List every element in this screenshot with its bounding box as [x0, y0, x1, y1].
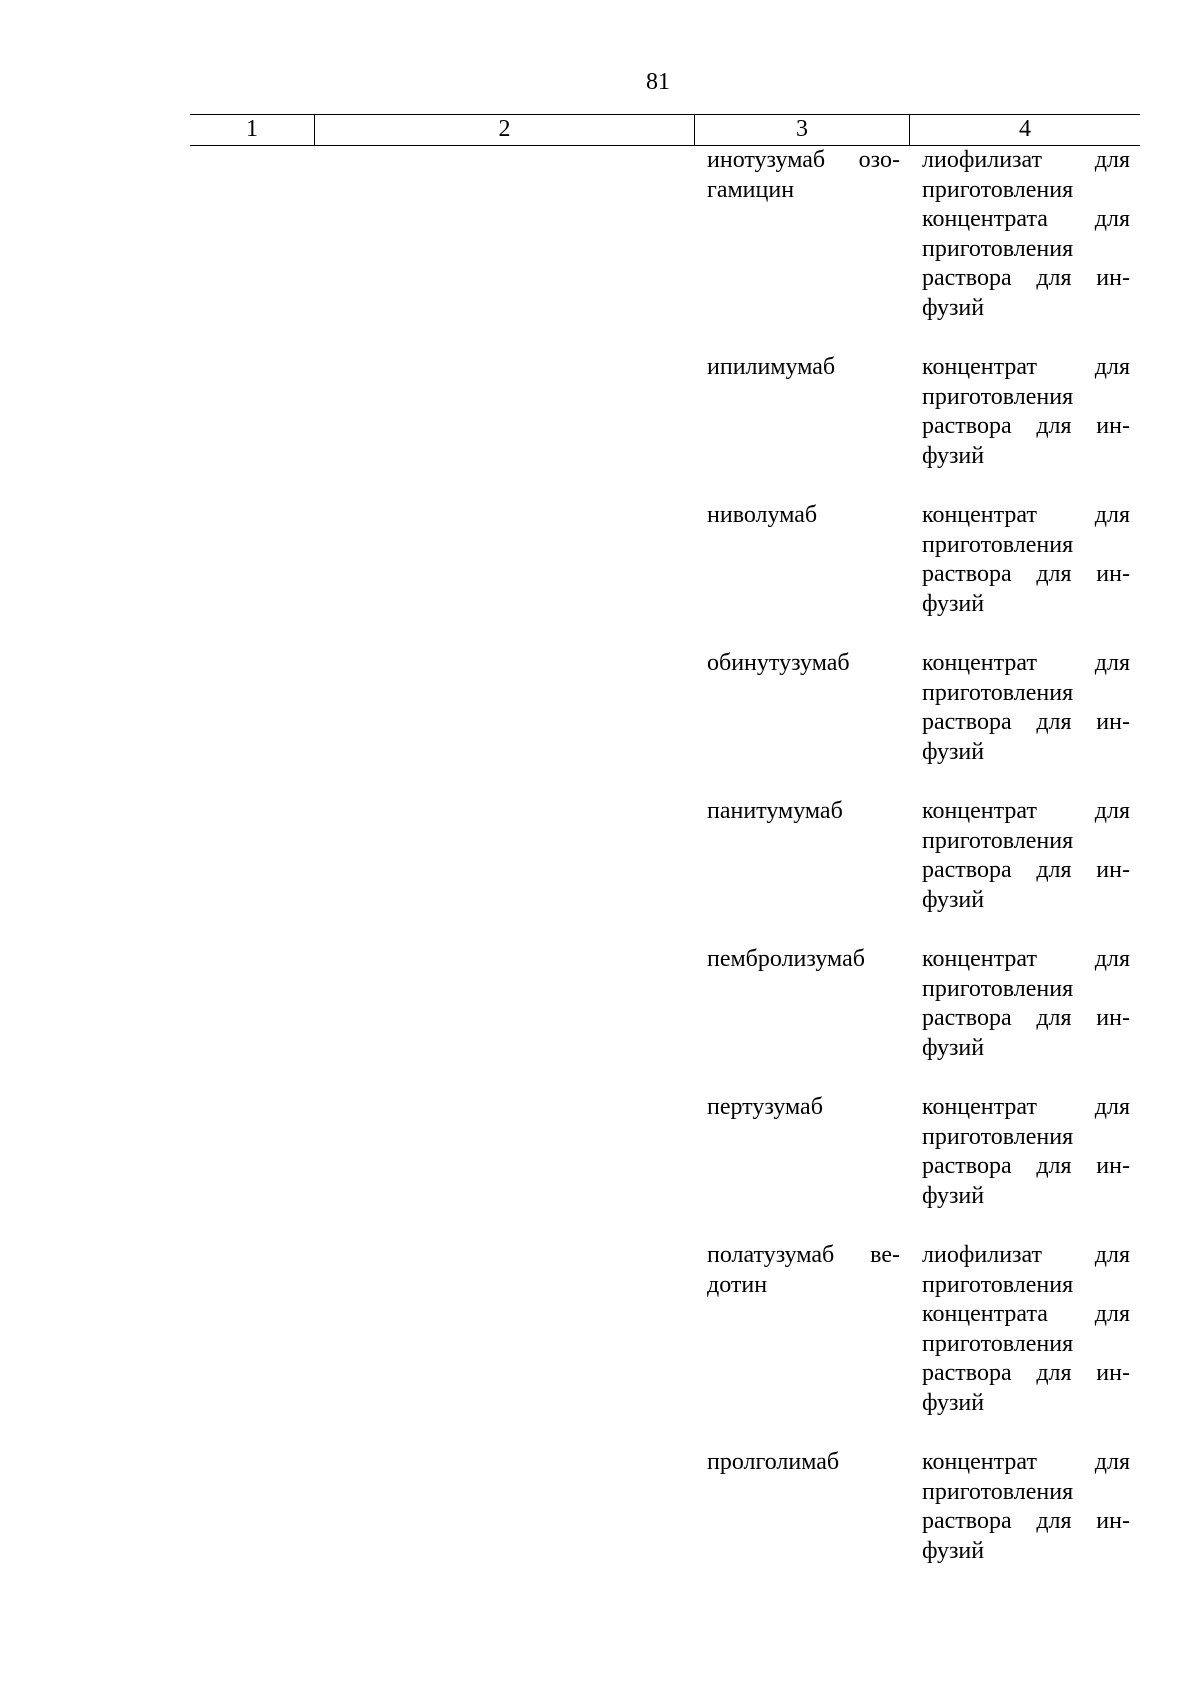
- dosage-form-cell: [910, 353, 1140, 471]
- dosage-form-line: приготовления: [922, 383, 1074, 410]
- drug-table: [190, 114, 1140, 1596]
- dosage-form-line: приготовления: [922, 1478, 1074, 1505]
- drug-name-cell: [695, 146, 910, 324]
- drug-name-cell: [695, 797, 910, 915]
- drug-name-cell: [695, 501, 910, 619]
- dosage-form-line: раствора для ин-: [922, 1360, 1130, 1387]
- dosage-form-line: фузий: [922, 1034, 985, 1061]
- column-header-2: 2: [315, 115, 695, 145]
- dosage-form-line: приготовления: [922, 1330, 1074, 1357]
- dosage-form-line: раствора для ин-: [922, 413, 1130, 440]
- dosage-form-line: концентрат для: [922, 354, 1130, 381]
- drug-name-cell: [695, 1093, 910, 1211]
- dosage-form-line: концентрат для: [922, 650, 1130, 677]
- dosage-form-line: фузий: [922, 1182, 985, 1209]
- table-body: [190, 146, 1140, 1567]
- dosage-form-line: фузий: [922, 1389, 985, 1416]
- dosage-form-cell: [910, 501, 1140, 619]
- dosage-form-line: раствора для ин-: [922, 265, 1130, 292]
- table-header-row: [190, 114, 1140, 146]
- cell-col-2: [315, 649, 695, 767]
- cell-col-2: [315, 945, 695, 1063]
- dosage-form-cell: [910, 1448, 1140, 1566]
- table-row: [190, 353, 1140, 471]
- cell-col-2: [315, 797, 695, 915]
- cell-col-2: [315, 353, 695, 471]
- table-row: [190, 1241, 1140, 1419]
- cell-col-1: [190, 797, 315, 915]
- dosage-form-cell: [910, 797, 1140, 915]
- dosage-form-line: приготовления: [922, 531, 1074, 558]
- dosage-form-line: фузий: [922, 886, 985, 913]
- page-number: 81: [646, 69, 670, 95]
- column-header-4: 4: [1019, 116, 1031, 142]
- dosage-form-line: раствора для ин-: [922, 561, 1130, 588]
- dosage-form-line: раствора для ин-: [922, 709, 1130, 736]
- dosage-form-line: фузий: [922, 1537, 985, 1564]
- cell-col-2: [315, 1093, 695, 1211]
- table-row: [190, 1093, 1140, 1211]
- dosage-form-line: приготовления: [922, 235, 1074, 262]
- drug-name-cell: [695, 1241, 910, 1419]
- drug-name-cell: [695, 1448, 910, 1566]
- dosage-form-line: фузий: [922, 738, 985, 765]
- drug-name-line: пембролизумаб: [707, 946, 865, 973]
- dosage-form-line: раствора для ин-: [922, 1153, 1130, 1180]
- dosage-form-line: лиофилизат для: [922, 147, 1130, 173]
- drug-name-cell: [695, 353, 910, 471]
- dosage-form-line: приготовления: [922, 176, 1074, 203]
- drug-name-line: полатузумаб ве-: [707, 1241, 900, 1268]
- cell-col-1: [190, 1241, 315, 1419]
- dosage-form-line: лиофилизат для: [922, 1241, 1130, 1268]
- dosage-form-line: приготовления: [922, 679, 1074, 706]
- dosage-form-line: раствора для ин-: [922, 1005, 1130, 1032]
- dosage-form-line: приготовления: [922, 975, 1074, 1002]
- drug-name-line: гамицин: [707, 176, 795, 203]
- dosage-form-line: концентрат для: [922, 502, 1130, 529]
- dosage-form-line: фузий: [922, 294, 985, 321]
- drug-name-line: дотин: [707, 1271, 768, 1298]
- dosage-form-cell: [910, 146, 1140, 324]
- drug-name-cell: [695, 945, 910, 1063]
- dosage-form-line: фузий: [922, 590, 985, 617]
- dosage-form-line: фузий: [922, 442, 985, 469]
- drug-name-line: ниволумаб: [707, 502, 818, 529]
- drug-name-line: пролголимаб: [707, 1449, 840, 1476]
- dosage-form-line: концентрат для: [922, 1094, 1130, 1120]
- cell-col-2: [315, 1241, 695, 1419]
- cell-col-2: [315, 146, 695, 324]
- cell-col-2: [315, 501, 695, 619]
- dosage-form-line: концентрата для: [922, 206, 1130, 233]
- drug-name-line: ипилимумаб: [707, 354, 836, 381]
- dosage-form-cell: [910, 1093, 1140, 1211]
- table-row: [190, 501, 1140, 619]
- drug-name-line: обинутузумаб: [707, 650, 850, 677]
- cell-col-1: [190, 1093, 315, 1211]
- dosage-form-cell: [910, 945, 1140, 1063]
- cell-col-1: [190, 649, 315, 767]
- cell-col-1: [190, 146, 315, 324]
- column-header-1: 1: [190, 115, 315, 145]
- column-header-3: 3: [695, 115, 910, 145]
- table-row: [190, 649, 1140, 767]
- dosage-form-line: раствора для ин-: [922, 1508, 1130, 1535]
- drug-name-line: панитумумаб: [707, 798, 843, 825]
- cell-col-1: [190, 1448, 315, 1566]
- dosage-form-line: приготовления: [922, 1123, 1074, 1150]
- table-row: [190, 146, 1140, 324]
- dosage-form-line: концентрат для: [922, 798, 1130, 825]
- dosage-form-line: приготовления: [922, 827, 1074, 854]
- dosage-form-line: концентрата для: [922, 1301, 1130, 1328]
- table-row: [190, 797, 1140, 915]
- drug-name-cell: [695, 649, 910, 767]
- dosage-form-line: приготовления: [922, 1271, 1074, 1298]
- cell-col-2: [315, 1448, 695, 1566]
- dosage-form-line: концентрат для: [922, 946, 1130, 973]
- table-row: [190, 945, 1140, 1063]
- dosage-form-cell: [910, 649, 1140, 767]
- drug-name-line: инотузумаб озо-: [707, 147, 900, 173]
- cell-col-1: [190, 501, 315, 619]
- dosage-form-cell: [910, 1241, 1140, 1419]
- dosage-form-line: раствора для ин-: [922, 857, 1130, 884]
- cell-col-1: [190, 945, 315, 1063]
- table-row: [190, 1448, 1140, 1566]
- cell-col-1: [190, 353, 315, 471]
- drug-name-line: пертузумаб: [707, 1094, 823, 1120]
- dosage-form-line: концентрат для: [922, 1449, 1130, 1476]
